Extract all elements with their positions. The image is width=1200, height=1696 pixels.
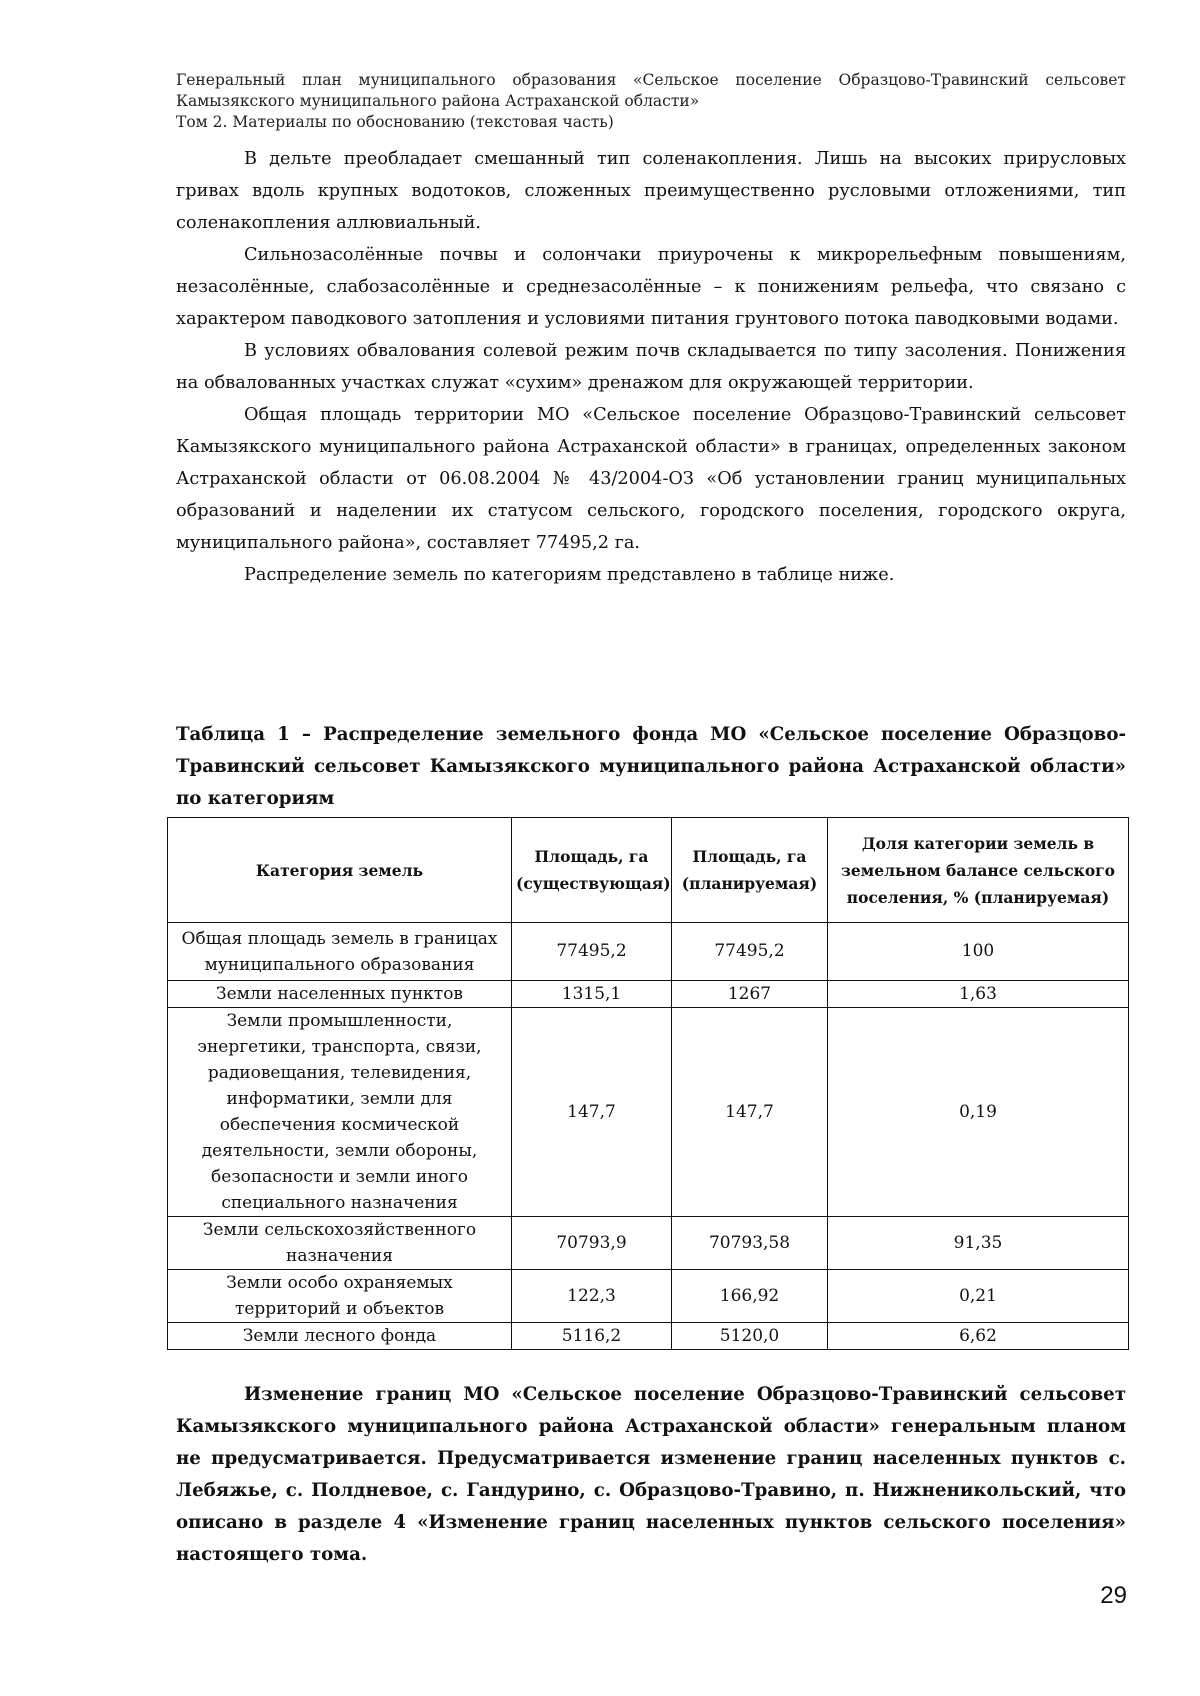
page-number: 29 (1100, 1582, 1127, 1609)
cell-existing-area: 147,7 (512, 1008, 672, 1217)
cell-category: Общая площадь земель в границах муниципального образования (168, 923, 512, 981)
column-header-share: Доля категории земель в земельном балансе сельского поселения, % (планируемая) (828, 818, 1129, 923)
cell-planned-area: 1267 (672, 981, 828, 1008)
cell-share: 1,63 (828, 981, 1129, 1008)
cell-category: Земли сельскохозяйственного назначения (168, 1217, 512, 1270)
body-text (176, 143, 1126, 591)
header-line-1: Генеральный план муниципального образования «Сельское поселение Образцово-Травинский сельсовет (176, 71, 1126, 89)
boundary-change-paragraph: Изменение границ МО «Сельское поселение Образцово-Травинский сельсовет Камызякского муниципального района Астраханской области» генеральным планом не предусматривается. Предусматривается изменение границ населенных пунктов с. Лебяжье, с. Полдневое, с. Гандурино, с. Образцово-Травино, п. Нижненикольский, что описано в разделе 4 «Изменение границ населенных пунктов сельского поселения» настоящего тома. (176, 1384, 1126, 1565)
cell-category: Земли населенных пунктов (168, 981, 512, 1008)
cell-planned-area: 70793,58 (672, 1217, 828, 1270)
cell-existing-area: 5116,2 (512, 1323, 672, 1350)
cell-share: 100 (828, 923, 1129, 981)
cell-share: 0,19 (828, 1008, 1129, 1217)
column-header-category: Категория земель (168, 818, 512, 923)
paragraph: Распределение земель по категориям представлено в таблице ниже. (244, 565, 895, 585)
cell-planned-area: 166,92 (672, 1270, 828, 1323)
table-row (168, 923, 1129, 981)
table-caption: Таблица 1 – Распределение земельного фонда МО «Сельское поселение Образцово-Травинский сельсовет Камызякского муниципального района Астраханской области» по категориям (176, 724, 1126, 809)
paragraph: Сильнозасолённые почвы и солончаки приурочены к микрорельефным повышениям, незасолённые, слабозасолённые и среднезасолённые – к понижениям рельефа, что связано с характером паводкового затопления и условиями питания грунтового потока паводковыми водами. (176, 245, 1126, 329)
cell-category: Земли особо охраняемых территорий и объектов (168, 1270, 512, 1323)
cell-share: 0,21 (828, 1270, 1129, 1323)
header-line-2: Камызякского муниципального района Астраханской области» (176, 92, 700, 110)
cell-share: 6,62 (828, 1323, 1129, 1350)
cell-category: Земли промышленности, энергетики, транспорта, связи, радиовещания, телевидения, информатики, земли для обеспечения космической деятельности, земли обороны, безопасности и земли иного специального назначения (168, 1008, 512, 1217)
cell-planned-area: 5120,0 (672, 1323, 828, 1350)
cell-existing-area: 1315,1 (512, 981, 672, 1008)
table-row (168, 1323, 1129, 1350)
table-row (168, 1008, 1129, 1217)
table-header-row (168, 818, 1129, 923)
land-fund-table (167, 817, 1129, 1350)
cell-planned-area: 77495,2 (672, 923, 828, 981)
paragraph: Общая площадь территории МО «Сельское поселение Образцово-Травинский сельсовет Камызякского муниципального района Астраханской области» в границах, определенных законом Астраханской области от 06.08.2004 № 43/2004-ОЗ «Об установлении границ муниципальных образований и наделении их статусом сельского, городского поселения, городского округа, муниципального района», составляет 77495,2 га. (176, 405, 1126, 553)
cell-existing-area: 122,3 (512, 1270, 672, 1323)
cell-existing-area: 77495,2 (512, 923, 672, 981)
paragraph: В дельте преобладает смешанный тип соленакопления. Лишь на высоких прирусловых гривах вдоль крупных водотоков, сложенных преимущественно русловыми отложениями, тип соленакопления аллювиальный. (176, 149, 1126, 233)
cell-share: 91,35 (828, 1217, 1129, 1270)
header-line-3: Том 2. Материалы по обоснованию (текстовая часть) (176, 113, 614, 131)
cell-category: Земли лесного фонда (168, 1323, 512, 1350)
paragraph: В условиях обвалования солевой режим почв складывается по типу засоления. Понижения на обвалованных участках служат «сухим» дренажом для окружающей территории. (176, 341, 1126, 393)
running-header (176, 70, 1126, 133)
column-header-planned-area: Площадь, га (планируемая) (672, 818, 828, 923)
table-row (168, 1270, 1129, 1323)
cell-existing-area: 70793,9 (512, 1217, 672, 1270)
cell-planned-area: 147,7 (672, 1008, 828, 1217)
column-header-existing-area: Площадь, га (существующая) (512, 818, 672, 923)
table-row (168, 981, 1129, 1008)
table-row (168, 1217, 1129, 1270)
